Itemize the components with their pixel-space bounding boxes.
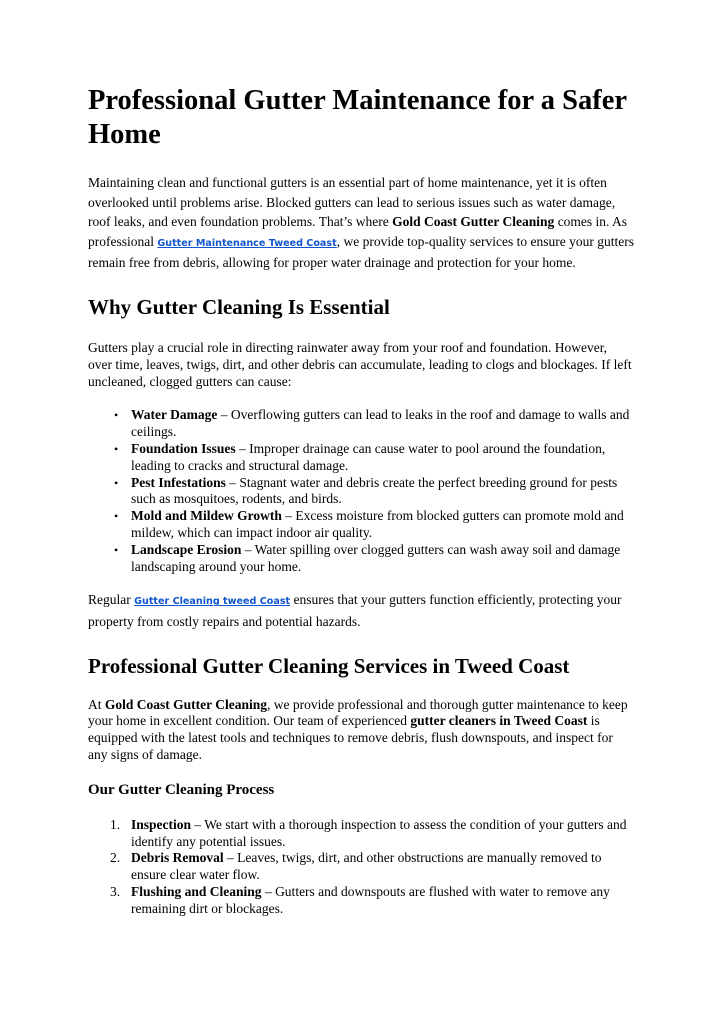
list-item bbox=[88, 817, 634, 851]
gutter-cleaning-link[interactable]: Gutter Cleaning tweed Coast bbox=[134, 596, 291, 608]
problems-list bbox=[88, 407, 634, 575]
list-item bbox=[88, 441, 634, 475]
list-item-term: Inspection bbox=[131, 816, 192, 832]
services-text-2: , we provide professional and thorough gutter maintenance to keep your home in excellent condition. Our team of experienced bbox=[88, 696, 628, 729]
list-item-text: – Improper drainage can cause water to pool around the foundation, leading to cracks and structural damage. bbox=[131, 440, 606, 473]
regular-paragraph bbox=[88, 590, 634, 631]
why-heading: Why Gutter Cleaning Is Essential bbox=[88, 294, 390, 319]
list-item-term: Mold and Mildew Growth bbox=[131, 508, 282, 524]
bullet-glyph: • bbox=[114, 408, 119, 423]
list-item-term: Debris Removal bbox=[131, 850, 224, 866]
list-item-term: Flushing and Cleaning bbox=[131, 883, 262, 899]
list-item-term: Foundation Issues bbox=[131, 440, 236, 456]
list-item-number: 1. bbox=[110, 816, 121, 832]
page-title: Professional Gutter Maintenance for a Safer Home bbox=[88, 85, 627, 150]
bullet-glyph: • bbox=[114, 441, 119, 456]
list-item-text: – Excess moisture from blocked gutters can promote mold and mildew, which can impact indoor air quality. bbox=[131, 508, 624, 540]
services-heading: Professional Gutter Cleaning Services in Tweed Coast bbox=[88, 653, 570, 678]
intro-text-1: Maintaining clean and functional gutters is an essential part of home maintenance, yet it is often overlooked until problems arise. Blocked gutters can lead to serious issues such as water damage, roof leaks, and even foundation problems. That’s where bbox=[88, 175, 616, 230]
list-item-term: Water Damage bbox=[131, 407, 218, 423]
intro-company-name: Gold Coast Gutter Cleaning bbox=[392, 214, 555, 230]
list-item bbox=[88, 407, 634, 441]
list-item bbox=[88, 884, 634, 918]
services-team-name: gutter cleaners in Tweed Coast bbox=[410, 713, 588, 729]
process-heading: Our Gutter Cleaning Process bbox=[88, 781, 275, 798]
gutter-maintenance-link[interactable]: Gutter Maintenance Tweed Coast bbox=[157, 237, 337, 249]
regular-text-2: ensures that your gutters function efficiently, protecting your property from costly repairs and potential hazards. bbox=[88, 592, 622, 629]
regular-text-1: Regular bbox=[88, 592, 135, 608]
list-item-term: Pest Infestations bbox=[131, 474, 226, 490]
list-item-text: – Water spilling over clogged gutters can wash away soil and damage landscaping around your home. bbox=[131, 541, 621, 574]
list-item-text: – Overflowing gutters can lead to leaks in the roof and damage to walls and ceilings. bbox=[131, 407, 630, 440]
list-item-text: – Leaves, twigs, dirt, and other obstructions are manually removed to ensure clear water flow. bbox=[131, 850, 602, 883]
list-item-text: – Gutters and downspouts are flushed with water to remove any remaining dirt or blockages. bbox=[131, 883, 610, 916]
list-item-text: – We start with a thorough inspection to assess the condition of your gutters and identify any potential issues. bbox=[131, 816, 627, 849]
bullet-glyph: • bbox=[114, 542, 119, 557]
list-item-term: Landscape Erosion bbox=[131, 541, 242, 557]
document-body bbox=[88, 84, 634, 917]
list-item bbox=[88, 542, 634, 576]
why-paragraph: Gutters play a crucial role in directing rainwater away from your roof and foundation. However, over time, leaves, twigs, dirt, and other debris can accumulate, leading to clogs and blockages. If left uncleaned, clogged gutters can cause: bbox=[88, 339, 632, 389]
list-item bbox=[88, 508, 634, 542]
process-list bbox=[88, 817, 634, 918]
intro-text-3: , we provide top-quality services to ensure your gutters remain free from debris, allowing for proper water drainage and protection for your home. bbox=[88, 233, 634, 271]
bullet-glyph: • bbox=[114, 509, 119, 524]
list-item-number: 3. bbox=[110, 883, 121, 899]
services-text-1: At bbox=[88, 696, 105, 712]
list-item-number: 2. bbox=[110, 850, 121, 866]
list-item-text: – Stagnant water and debris create the perfect breeding ground for pests such as mosquitoes, rodents, and birds. bbox=[131, 474, 618, 507]
bullet-glyph: • bbox=[114, 475, 119, 490]
list-item bbox=[88, 475, 634, 509]
services-paragraph bbox=[88, 697, 634, 764]
list-item bbox=[88, 850, 634, 884]
services-company-name: Gold Coast Gutter Cleaning bbox=[104, 696, 268, 712]
intro-text-2: comes in. As professional bbox=[88, 214, 628, 249]
services-text-3: is equipped with the latest tools and techniques to remove debris, flush downspouts, and inspect for any signs of damage. bbox=[88, 713, 613, 762]
intro-paragraph bbox=[88, 173, 634, 273]
